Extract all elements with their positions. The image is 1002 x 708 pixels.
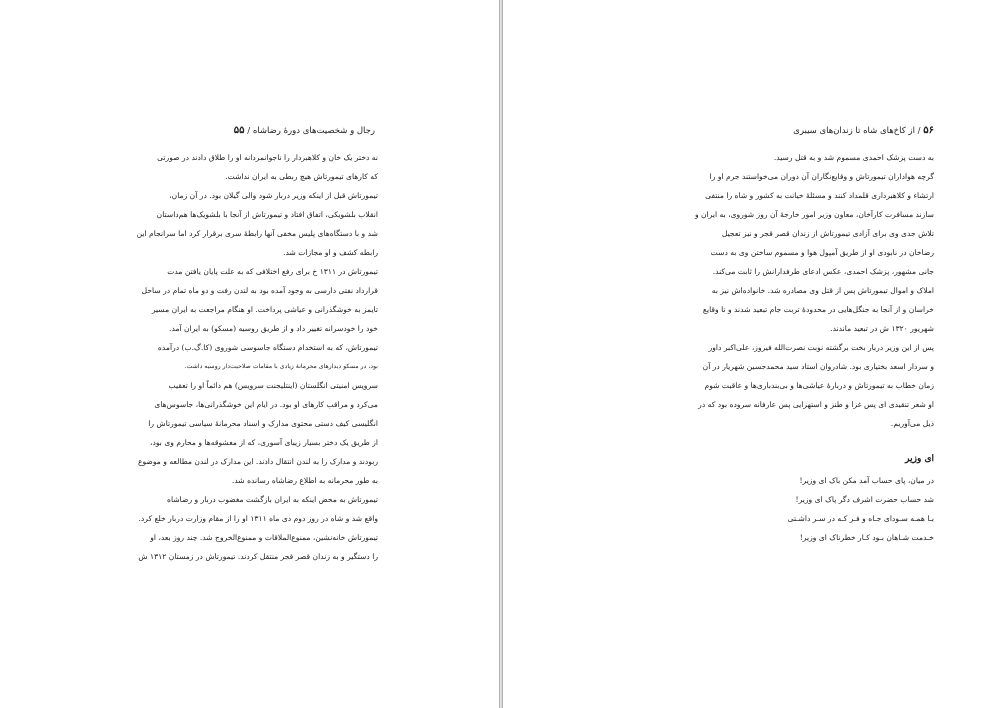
- text-line: از طریق یک دختر بسیار زیبای آسوری، که از معشوقه‌ها و محارم وی بود،: [150, 438, 378, 447]
- text-line: می‌کرد و مراقب کارهای او بود. در ایام این خوشگذرانی‌ها، جاسوس‌های: [154, 400, 378, 409]
- text-line: ذیل می‌آوریم.: [890, 419, 934, 428]
- text-line: رابطه کشف و او مجازات شد.: [283, 248, 378, 257]
- poem-title: ای وزیر: [905, 454, 934, 464]
- text-line: را دستگیر و به زندان قصر قجر منتقل کردند. تیمورتاش در زمستان ۱۳۱۲ ش: [138, 552, 378, 561]
- left-page-header-title: رجال و شخصیت‌های دورۀ رضاشاه /: [247, 126, 375, 136]
- text-line: شهریور ۱۳۲۰ ش در تبعید ماندند.: [830, 324, 934, 333]
- left-page-header: [234, 125, 375, 139]
- text-line: تیمورتاش، که به استخدام دستگاه جاسوسی شوروی (کا.گ.ب) درآمده: [157, 343, 378, 352]
- text-line: ربودند و مدارک را به لندن انتقال دادند. این مدارک در لندن مطالعه و موضوع: [137, 457, 378, 466]
- right-page-body: [634, 148, 934, 547]
- left-page: [0, 0, 499, 708]
- text-line: که کارهای تیمورتاش هیچ ربطی به ایران نداشت.: [225, 172, 378, 181]
- left-page-number: ۵۵: [233, 125, 245, 136]
- text-line: پس از این وزیر دربار بخت برگشته نوبت نصرت‌الله فیروز، علی‌اکبر داور: [708, 343, 934, 352]
- text-line: انقلاب بلشویکی، اتفاق افتاد و تیمورتاش از آنجا با بلشویک‌ها هم‌داستان: [156, 210, 378, 219]
- text-line: خراسان و از آنجا به جنگل‌هایی در محدودۀ تربت جام تبعید شدند و تا وقایع: [702, 305, 934, 314]
- text-line: به دست پزشک احمدی مسموم شد و به قتل رسید.: [773, 153, 934, 162]
- left-page-body: [118, 148, 378, 566]
- text-line: سرویس امنیتی انگلستان (اینتلیجنت سرویس) هم دائماً او را تعقیب: [168, 381, 378, 390]
- text-line: املاک و اموال تیمورتاش پس از قتل وی مصادره شد. خانواده‌اش نیز به: [711, 286, 934, 295]
- poem-line: بـا همـه سـودای جـاه و فـر کـه در سـر داشـتی: [787, 514, 934, 523]
- text-line: تیمورتاش قبل از اینکه وزیر دربار شود والی گیلان بود. در آن زمان،: [169, 191, 378, 200]
- poem-line: خـدمت شـاهان بـود کـار خطرناک ای وزیر!: [799, 533, 934, 542]
- text-line: تیمورتاش به محض اینکه به ایران بازگشت مغضوب دربار و رضاشاه: [167, 495, 378, 504]
- text-line: سازند مسافرت کارآخان، معاون وزیر امور خارجۀ آن روز شوروی، به ایران و: [694, 210, 934, 219]
- text-line: رضاخان در نابودی او از طریق آمپول هوا و مسموم ساختن وی به دست: [710, 248, 934, 257]
- text-line: تیمورتاش در ۱۳۱۱ خ برای رفع اختلافی که به علت پایان یافتن مدت: [167, 267, 378, 276]
- text-line: گرچه هواداران تیمورتاش و وقایع‌نگاران آن دوران می‌خواستند جرم او را: [709, 172, 934, 181]
- right-page-header: [793, 125, 934, 139]
- text-line: تایمز به خوشگذرانی و عیاشی پرداخت. او هنگام مراجعت به ایران مسیر: [151, 305, 378, 314]
- right-page-header-title: / از کاخ‌های شاه تا زندان‌های سیبری: [793, 126, 921, 136]
- text-line: ارتشاء و کلاهبرداری قلمداد کنند و مسئلۀ خیانت به کشور و شاه را منتفی: [705, 191, 934, 200]
- right-page-number: ۵۶: [923, 125, 934, 136]
- text-line: او شعر تنقیدی ای پس غزا و طنز و استهزایی پس عارفانه سروده بود که در: [698, 400, 934, 409]
- text-line: شد و با دستگاه‌های پلیس مخفی آنها رابطۀ سری برقرار کرد اما سرانجام این: [136, 229, 378, 238]
- poem-line: در میان، پای حساب آمد مکن باک ای وزیر!: [799, 476, 934, 485]
- text-line: تیمورتاش خانه‌نشین، ممنوع‌الملاقات و ممنوع‌الخروج شد. چند روز بعد، او: [150, 533, 378, 542]
- text-line: قرارداد نفتی دارسی به وجود آمده بود به لندن رفت و دو ماه تمام در ساحل: [141, 286, 378, 295]
- text-line: و سردار اسعد بختیاری بود. شادروان استاد سید محمدحسین شهریار در آن: [702, 362, 934, 371]
- text-line: انگلیسی کیف دستی محتوی مدارک و اسناد محرمانۀ سیاسی تیمورتاش را: [148, 419, 378, 428]
- text-line: واقع شد و شاه در روز دوم دی ماه ۱۳۱۱ او را از مقام وزارت دربار خلع کرد.: [138, 514, 378, 523]
- text-line: بود، در مسکو دیدارهای محرمانۀ زیادی با مقامات صلاحیت‌دار روسیه داشت.: [184, 363, 378, 370]
- text-line: نه دختر یک خان و کلاهبردار را ناجوانمردانه او را طلاق دادند در صورتی: [157, 153, 378, 162]
- right-page: [503, 0, 1002, 708]
- text-line: تلاش جدی وی برای آزادی تیمورتاش از زندان قصر قجر و نیز تعجیل: [721, 229, 934, 238]
- text-line: جانی مشهور، پزشک احمدی، عکس ادعای طرفدارانش را ثابت می‌کند.: [712, 267, 934, 276]
- poem-line: شد حساب حضرت اشرف دگر پاک ای وزیر!: [795, 495, 934, 504]
- text-line: به طور محرمانه به اطلاع رضاشاه رسانده شد.: [231, 476, 378, 485]
- text-line: خود را خودسرانه تغییر داد و از طریق روسیه (مسکو) به ایران آمد.: [169, 324, 378, 333]
- text-line: زمان خطاب به تیمورتاش و دربارۀ عیاشی‌ها و بی‌بندباری‌ها و عاقبت شوم: [704, 381, 934, 390]
